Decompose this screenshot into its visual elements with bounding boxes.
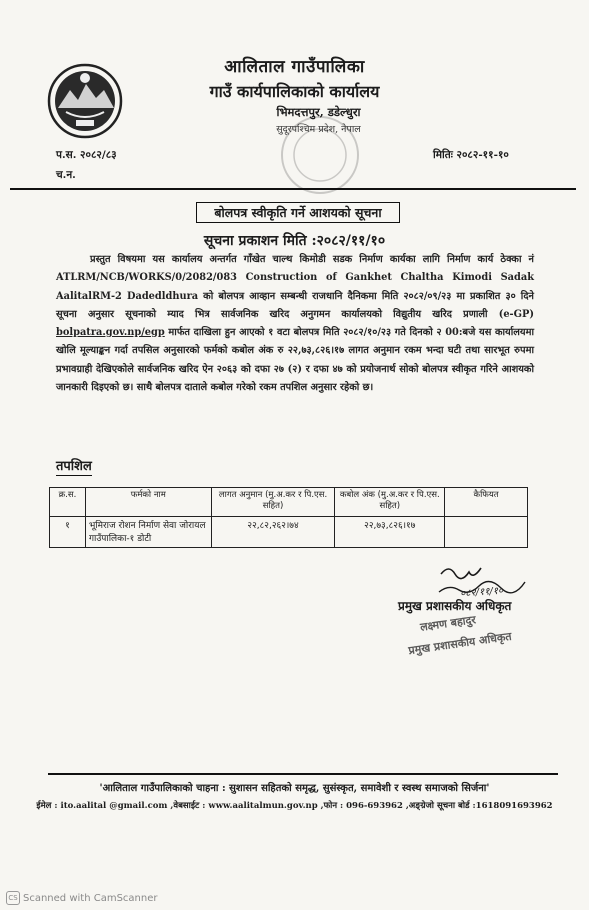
egp-link[interactable]: bolpatra.gov.np/egp bbox=[56, 327, 165, 339]
cost-estimate-cell: २२,८२,२६२।७४ bbox=[211, 517, 335, 548]
firm-name-cell: भूमिराज रोशन निर्माण सेवा जोरायल गाउँपालिका-१ डोटी bbox=[85, 517, 211, 548]
reference-number: प.स. २०८२/८३ bbox=[56, 149, 117, 161]
letter-date: मितिः २०८२-११-१० bbox=[433, 149, 509, 161]
column-header: कैफियत bbox=[445, 488, 528, 517]
province-name: सुदूरपश्चिम प्रदेश, नेपाल bbox=[276, 124, 361, 135]
publication-date: सूचना प्रकाशन मिति :२०८२/११/१० bbox=[203, 233, 386, 249]
notice-body-part2: मार्फत दाखिला हुन आएको १ वटा बोलपत्र मिति २०८२/१०/२३ गते दिनको २ 00:बजे यस कार्यालयमा खोलि मूल्याङ्कन गर्दा तपसिल अनुसारको फर्मको कबोल अंक रु २२,७३,८२६।१७ लागत अनुमान रकम भन्दा घटी तथा सारभूत रुपमा प्रभावग्राही देखिएकोले सार्वजनिक खरिद ऐन २०६३ को दफा २७ (२) र दफा ४७ को प्रयोजनार्थ सोको बोलपत्र स्वीकृत गरिने आशयको जानकारी दिइएको छ। साथै बोलपत्र दाताले कबोल गरेको रकम तपशिल अनुसार रहेको छ। bbox=[56, 327, 534, 394]
notice-body-part1: प्रस्तुत विषयमा यस कार्यालय अन्तर्गत गाँखेत चाल्थ किमोडी सडक निर्माण कार्यका लागि निर्माण कार्य ठेक्का नं ATLRM/NCB/WORKS/0/2082/083 Construction of Gankhet Chaltha Kimodi Sadak AalitalRM-2 Dadedldhura को बोलपत्र आव्हान सम्बन्धी राजधानि दैनिकमा मिति २०८२/०९/२३ मा प्रकाशित ३० दिने सूचना अनुसार सूचनाको म्याद भित्र सार्वजनिक खरिद अनुगमन कार्यालयको विद्युतीय खरिद प्रणाली (e-GP) bbox=[56, 254, 534, 320]
column-header: लागत अनुमान (मु.अ.कर र पि.एस. सहित) bbox=[211, 488, 335, 517]
column-header: फर्मको नाम bbox=[85, 488, 211, 517]
footer-divider bbox=[48, 773, 558, 775]
scanner-badge bbox=[6, 891, 158, 905]
office-address: भिमदत्तपुर, डडेल्धुरा bbox=[276, 105, 361, 119]
column-header: क्र.स. bbox=[50, 488, 86, 517]
table-header-row bbox=[50, 488, 528, 517]
remarks-cell bbox=[445, 517, 528, 548]
column-header: कबोल अंक (मु.अ.कर र पि.एस. सहित) bbox=[335, 488, 445, 517]
dispatch-number: च.न. bbox=[56, 169, 76, 181]
details-table bbox=[49, 487, 528, 548]
office-name: गाउँ कार्यपालिकाको कार्यालय bbox=[209, 82, 380, 101]
footer-contact: ईमेल : ito.aalital @gmail.com ,वेबसाईट : www.aalitalmun.gov.np ,फोन : 096-693962 ,अङ्ग्रेजो सूचना बोर्ड :1618091693962 bbox=[36, 801, 553, 811]
stamp-name: लक्ष्मण बहादुर bbox=[419, 613, 477, 634]
details-heading: तपशिल bbox=[56, 456, 92, 476]
table-row bbox=[50, 517, 528, 548]
footer-motto: 'आलिताल गाउँपालिकाको चाहना : सुशासन सहितको समृद्ध, सुसंस्कृत, समावेशी र स्वस्थ समाजको सिर्जना' bbox=[99, 783, 490, 794]
signatory-title: प्रमुख प्रशासकीय अधिकृत bbox=[398, 599, 512, 613]
municipality-name: आलिताल गाउँपालिका bbox=[224, 57, 365, 77]
official-stamp bbox=[400, 610, 550, 660]
notice-body bbox=[56, 251, 534, 397]
signature-date: ०८२/११/१० bbox=[459, 585, 504, 600]
bid-amount-cell: २२,७३,८२६।१७ bbox=[335, 517, 445, 548]
notice-title: बोलपत्र स्वीकृति गर्ने आशयको सूचना bbox=[196, 202, 400, 223]
serial-cell: १ bbox=[50, 517, 86, 548]
stamp-title: प्रमुख प्रशासकीय अधिकृत bbox=[407, 629, 513, 658]
header-divider bbox=[10, 188, 576, 190]
camscanner-icon: CS bbox=[6, 891, 20, 905]
scanner-label: Scanned with CamScanner bbox=[23, 893, 158, 904]
